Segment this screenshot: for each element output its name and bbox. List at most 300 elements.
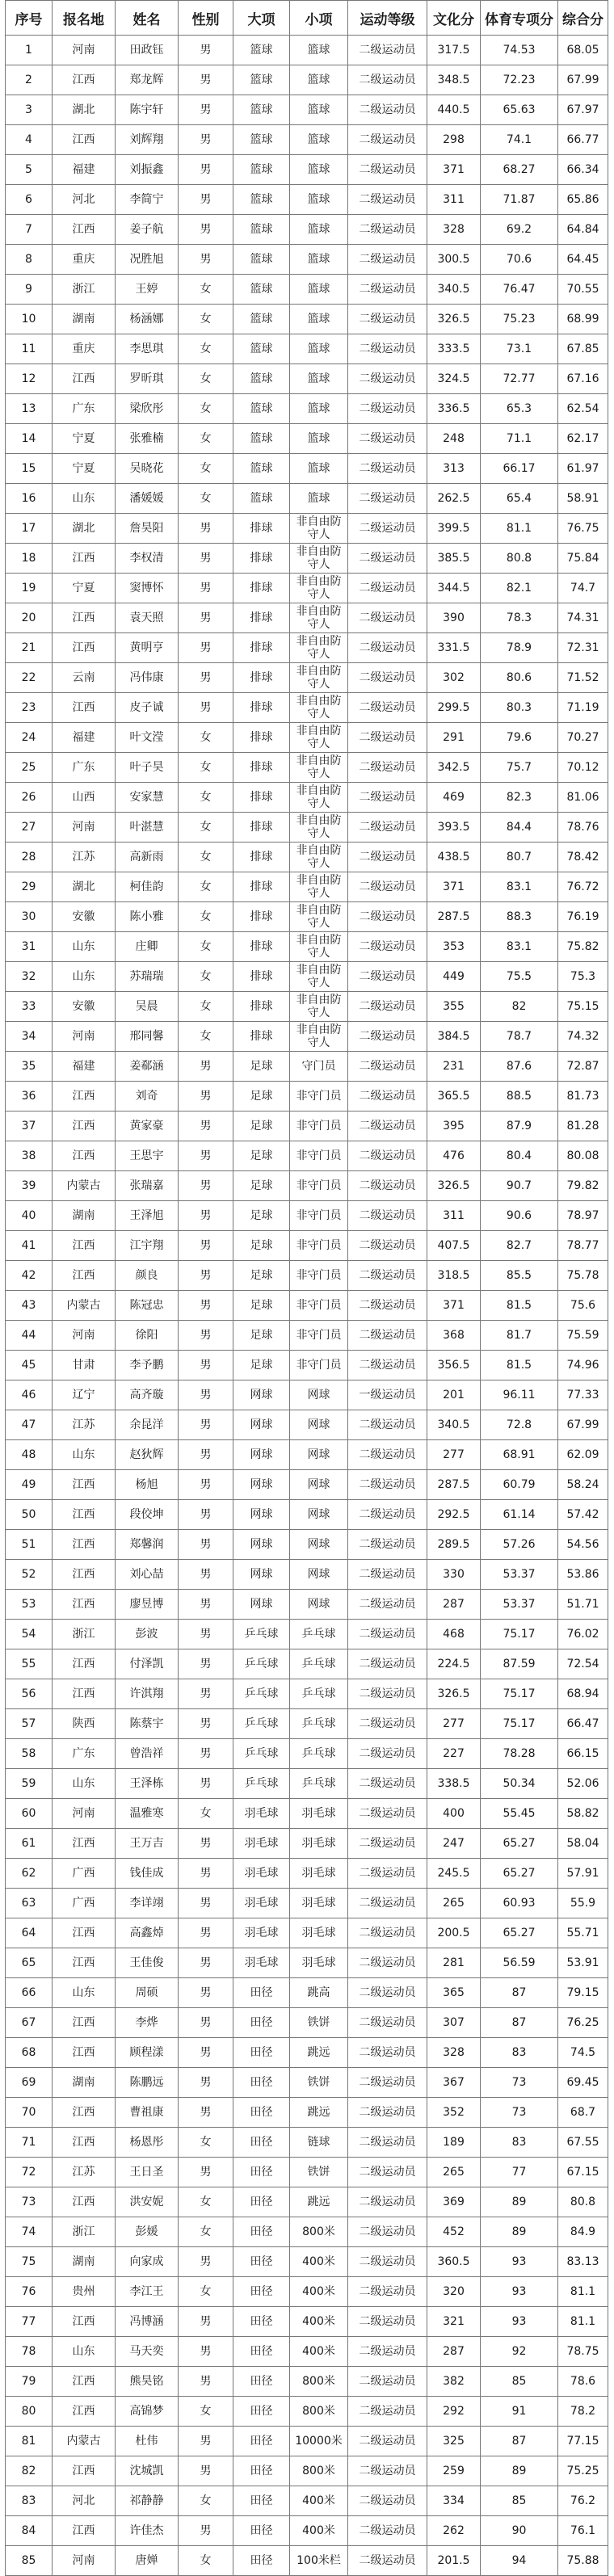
cell-gender: 男 (179, 1769, 233, 1799)
cell-region: 内蒙古 (53, 1171, 116, 1201)
cell-total-score: 70.12 (558, 753, 608, 783)
cell-total-score: 67.16 (558, 364, 608, 394)
cell-sport-score: 85.5 (481, 1261, 558, 1291)
cell-total-score: 68.7 (558, 2098, 608, 2128)
table-row (6, 2187, 608, 2217)
cell-sport-score: 61.14 (481, 1500, 558, 1530)
cell-region: 福建 (53, 1052, 116, 1082)
cell-gender: 男 (179, 1918, 233, 1948)
cell-sport-score: 69.2 (481, 215, 558, 245)
cell-index: 30 (6, 902, 53, 932)
cell-gender: 男 (179, 1978, 233, 2008)
cell-index: 24 (6, 723, 53, 753)
cell-index: 72 (6, 2158, 53, 2187)
cell-category: 篮球 (233, 364, 290, 394)
header-event: 小项 (290, 1, 348, 36)
cell-total-score: 65.86 (558, 185, 608, 215)
cell-name: 叶子昊 (116, 753, 179, 783)
cell-name: 吴晨 (116, 992, 179, 1022)
cell-level: 二级运动员 (348, 2456, 427, 2486)
cell-category: 田径 (233, 2397, 290, 2427)
cell-category: 网球 (233, 1410, 290, 1440)
cell-category: 排球 (233, 753, 290, 783)
cell-name: 高鑫焯 (116, 1918, 179, 1948)
cell-index: 52 (6, 1560, 53, 1590)
cell-index: 38 (6, 1141, 53, 1171)
cell-gender: 男 (179, 1141, 233, 1171)
cell-index: 75 (6, 2247, 53, 2277)
cell-culture-score: 201.5 (427, 2546, 481, 2576)
cell-region: 湖南 (53, 2247, 116, 2277)
cell-index: 83 (6, 2486, 53, 2516)
cell-culture-score: 393.5 (427, 813, 481, 843)
table-row (6, 1410, 608, 1440)
cell-name: 钱佳成 (116, 1859, 179, 1889)
cell-category: 足球 (233, 1321, 290, 1351)
cell-total-score: 76.02 (558, 1620, 608, 1649)
cell-total-score: 72.31 (558, 633, 608, 663)
cell-culture-score: 330 (427, 1560, 481, 1590)
table-row (6, 663, 608, 693)
cell-total-score: 62.54 (558, 394, 608, 424)
cell-sport-score: 92 (481, 2337, 558, 2367)
table-row (6, 753, 608, 783)
cell-gender: 女 (179, 2397, 233, 2427)
cell-gender: 女 (179, 334, 233, 364)
cell-gender: 男 (179, 603, 233, 633)
cell-region: 湖北 (53, 872, 116, 902)
cell-region: 贵州 (53, 2277, 116, 2307)
cell-total-score: 64.84 (558, 215, 608, 245)
cell-total-score: 72.87 (558, 1052, 608, 1082)
cell-total-score: 81.28 (558, 1112, 608, 1141)
table-row (6, 1052, 608, 1082)
cell-culture-score: 262.5 (427, 484, 481, 514)
cell-sport-score: 53.37 (481, 1560, 558, 1590)
cell-region: 江西 (53, 693, 116, 723)
cell-level: 二级运动员 (348, 2486, 427, 2516)
cell-index: 66 (6, 1978, 53, 2008)
cell-total-score: 80.08 (558, 1141, 608, 1171)
cell-gender: 女 (179, 484, 233, 514)
cell-total-score: 74.32 (558, 1022, 608, 1052)
cell-gender: 男 (179, 1859, 233, 1889)
cell-culture-score: 333.5 (427, 334, 481, 364)
cell-level: 二级运动员 (348, 2247, 427, 2277)
cell-region: 陕西 (53, 1709, 116, 1739)
table-row (6, 1620, 608, 1649)
cell-level: 二级运动员 (348, 95, 427, 125)
table-row (6, 1709, 608, 1739)
cell-total-score: 68.99 (558, 305, 608, 334)
cell-gender: 男 (179, 2008, 233, 2038)
cell-index: 14 (6, 424, 53, 454)
cell-total-score: 55.9 (558, 1889, 608, 1918)
table-row (6, 1978, 608, 2008)
table-row (6, 334, 608, 364)
cell-sport-score: 78.3 (481, 603, 558, 633)
cell-category: 网球 (233, 1380, 290, 1410)
cell-culture-score: 468 (427, 1620, 481, 1649)
cell-culture-score: 300.5 (427, 245, 481, 275)
cell-level: 二级运动员 (348, 1052, 427, 1082)
cell-index: 84 (6, 2516, 53, 2546)
cell-name: 王日圣 (116, 2158, 179, 2187)
cell-region: 宁夏 (53, 424, 116, 454)
cell-category: 足球 (233, 1141, 290, 1171)
cell-level: 二级运动员 (348, 1829, 427, 1859)
cell-index: 2 (6, 65, 53, 95)
cell-event: 乒乓球 (290, 1769, 348, 1799)
cell-region: 河北 (53, 2486, 116, 2516)
cell-sport-score: 72.23 (481, 65, 558, 95)
cell-category: 羽毛球 (233, 1829, 290, 1859)
cell-total-score: 84.9 (558, 2217, 608, 2247)
cell-event: 非自由防守人 (290, 783, 348, 813)
table-row (6, 1590, 608, 1620)
cell-region: 江西 (53, 2307, 116, 2337)
cell-sport-score: 76.47 (481, 275, 558, 305)
cell-region: 福建 (53, 155, 116, 185)
cell-level: 二级运动员 (348, 1351, 427, 1380)
cell-gender: 男 (179, 514, 233, 544)
cell-total-score: 74.31 (558, 603, 608, 633)
cell-level: 二级运动员 (348, 1679, 427, 1709)
cell-index: 13 (6, 394, 53, 424)
cell-total-score: 51.71 (558, 1590, 608, 1620)
cell-name: 余昆洋 (116, 1410, 179, 1440)
cell-category: 田径 (233, 1978, 290, 2008)
cell-category: 篮球 (233, 125, 290, 155)
cell-level: 二级运动员 (348, 2546, 427, 2576)
cell-category: 田径 (233, 2277, 290, 2307)
cell-index: 44 (6, 1321, 53, 1351)
cell-category: 田径 (233, 2367, 290, 2397)
cell-gender: 男 (179, 2098, 233, 2128)
cell-gender: 男 (179, 574, 233, 603)
cell-region: 广东 (53, 753, 116, 783)
cell-gender: 男 (179, 155, 233, 185)
cell-category: 足球 (233, 1082, 290, 1112)
cell-name: 潘媛媛 (116, 484, 179, 514)
cell-event: 非自由防守人 (290, 574, 348, 603)
cell-culture-score: 382 (427, 2367, 481, 2397)
cell-region: 云南 (53, 663, 116, 693)
table-row (6, 783, 608, 813)
cell-sport-score: 80.7 (481, 843, 558, 872)
cell-total-score: 67.85 (558, 334, 608, 364)
cell-gender: 女 (179, 932, 233, 962)
cell-gender: 女 (179, 454, 233, 484)
cell-gender: 男 (179, 1709, 233, 1739)
cell-name: 刘奇 (116, 1082, 179, 1112)
cell-region: 河南 (53, 1022, 116, 1052)
cell-index: 71 (6, 2128, 53, 2158)
cell-culture-score: 400 (427, 1799, 481, 1829)
cell-sport-score: 65.3 (481, 394, 558, 424)
cell-event: 乒乓球 (290, 1709, 348, 1739)
cell-level: 一级运动员 (348, 1380, 427, 1410)
cell-name: 刘心喆 (116, 1560, 179, 1590)
cell-name: 田政钰 (116, 36, 179, 65)
cell-total-score: 66.47 (558, 1709, 608, 1739)
table-row (6, 155, 608, 185)
cell-sport-score: 65.27 (481, 1859, 558, 1889)
cell-gender: 男 (179, 245, 233, 275)
cell-sport-score: 93 (481, 2277, 558, 2307)
table-row (6, 65, 608, 95)
cell-gender: 男 (179, 185, 233, 215)
table-row (6, 843, 608, 872)
cell-total-score: 78.2 (558, 2397, 608, 2427)
cell-name: 黄明亨 (116, 633, 179, 663)
cell-name: 吴晓花 (116, 454, 179, 484)
cell-category: 足球 (233, 1052, 290, 1082)
cell-culture-score: 265 (427, 1889, 481, 1918)
cell-sport-score: 57.26 (481, 1530, 558, 1560)
cell-name: 曹祖康 (116, 2098, 179, 2128)
table-row (6, 1321, 608, 1351)
cell-sport-score: 89 (481, 2456, 558, 2486)
cell-gender: 男 (179, 663, 233, 693)
cell-level: 二级运动员 (348, 1799, 427, 1829)
table-row (6, 2158, 608, 2187)
cell-index: 54 (6, 1620, 53, 1649)
cell-total-score: 68.05 (558, 36, 608, 65)
cell-sport-score: 81.1 (481, 514, 558, 544)
cell-total-score: 67.99 (558, 65, 608, 95)
cell-gender: 男 (179, 1530, 233, 1560)
cell-sport-score: 82.7 (481, 1231, 558, 1261)
cell-sport-score: 70.6 (481, 245, 558, 275)
table-row (6, 215, 608, 245)
table-row (6, 1918, 608, 1948)
cell-sport-score: 89 (481, 2187, 558, 2217)
cell-total-score: 75.15 (558, 992, 608, 1022)
cell-level: 二级运动员 (348, 1470, 427, 1500)
table-row (6, 2008, 608, 2038)
cell-category: 排球 (233, 633, 290, 663)
table-row (6, 2038, 608, 2068)
cell-culture-score: 371 (427, 1291, 481, 1321)
cell-event: 篮球 (290, 65, 348, 95)
cell-gender: 男 (179, 1380, 233, 1410)
cell-index: 18 (6, 544, 53, 574)
cell-culture-score: 320 (427, 2277, 481, 2307)
cell-level: 二级运动员 (348, 1978, 427, 2008)
cell-category: 田径 (233, 2038, 290, 2068)
cell-culture-score: 340.5 (427, 1410, 481, 1440)
cell-sport-score: 50.34 (481, 1769, 558, 1799)
cell-region: 江西 (53, 2187, 116, 2217)
cell-level: 二级运动员 (348, 1500, 427, 1530)
cell-name: 庄卿 (116, 932, 179, 962)
table-row (6, 1560, 608, 1590)
cell-culture-score: 321 (427, 2307, 481, 2337)
cell-total-score: 80.8 (558, 2187, 608, 2217)
cell-sport-score: 55.45 (481, 1799, 558, 1829)
cell-region: 山东 (53, 2337, 116, 2367)
header-category: 大项 (233, 1, 290, 36)
cell-gender: 男 (179, 1321, 233, 1351)
cell-region: 湖南 (53, 305, 116, 334)
cell-index: 58 (6, 1739, 53, 1769)
cell-event: 乒乓球 (290, 1649, 348, 1679)
cell-culture-score: 289.5 (427, 1530, 481, 1560)
table-row (6, 2427, 608, 2456)
cell-culture-score: 334 (427, 2486, 481, 2516)
cell-event: 非自由防守人 (290, 872, 348, 902)
cell-gender: 男 (179, 2158, 233, 2187)
cell-category: 篮球 (233, 275, 290, 305)
cell-region: 山东 (53, 962, 116, 992)
cell-event: 100米栏 (290, 2546, 348, 2576)
cell-category: 羽毛球 (233, 1918, 290, 1948)
cell-culture-score: 328 (427, 215, 481, 245)
cell-index: 41 (6, 1231, 53, 1261)
table-row (6, 2367, 608, 2397)
cell-name: 颜良 (116, 1261, 179, 1291)
cell-total-score: 78.76 (558, 813, 608, 843)
cell-gender: 男 (179, 2038, 233, 2068)
cell-region: 江西 (53, 1560, 116, 1590)
cell-event: 非自由防守人 (290, 723, 348, 753)
cell-region: 河南 (53, 813, 116, 843)
cell-index: 64 (6, 1918, 53, 1948)
cell-event: 800米 (290, 2397, 348, 2427)
cell-sport-score: 74.1 (481, 125, 558, 155)
table-row (6, 1171, 608, 1201)
cell-level: 二级运动员 (348, 2516, 427, 2546)
cell-gender: 女 (179, 2486, 233, 2516)
cell-sport-score: 87 (481, 1978, 558, 2008)
cell-culture-score: 469 (427, 783, 481, 813)
cell-culture-score: 200.5 (427, 1918, 481, 1948)
cell-sport-score: 90.6 (481, 1201, 558, 1231)
cell-event: 篮球 (290, 36, 348, 65)
cell-level: 二级运动员 (348, 2187, 427, 2217)
table-row (6, 633, 608, 663)
cell-total-score: 72.54 (558, 1649, 608, 1679)
table-row (6, 1889, 608, 1918)
cell-level: 二级运动员 (348, 2128, 427, 2158)
cell-culture-score: 259 (427, 2456, 481, 2486)
cell-gender: 男 (179, 95, 233, 125)
cell-sport-score: 78.9 (481, 633, 558, 663)
cell-culture-score: 277 (427, 1440, 481, 1470)
cell-name: 杜伟 (116, 2427, 179, 2456)
cell-index: 74 (6, 2217, 53, 2247)
cell-gender: 女 (179, 275, 233, 305)
cell-sport-score: 94 (481, 2546, 558, 2576)
cell-event: 400米 (290, 2516, 348, 2546)
cell-region: 湖南 (53, 1201, 116, 1231)
cell-level: 二级运动员 (348, 544, 427, 574)
cell-name: 叶湛慧 (116, 813, 179, 843)
cell-category: 排球 (233, 992, 290, 1022)
cell-name: 顾程漾 (116, 2038, 179, 2068)
cell-gender: 女 (179, 394, 233, 424)
table-row (6, 1201, 608, 1231)
cell-level: 二级运动员 (348, 1709, 427, 1739)
cell-gender: 男 (179, 2367, 233, 2397)
cell-region: 江苏 (53, 843, 116, 872)
cell-category: 田径 (233, 2008, 290, 2038)
cell-event: 非自由防守人 (290, 902, 348, 932)
cell-event: 守门员 (290, 1052, 348, 1082)
cell-name: 安家慧 (116, 783, 179, 813)
cell-index: 48 (6, 1440, 53, 1470)
cell-culture-score: 342.5 (427, 753, 481, 783)
table-row (6, 2098, 608, 2128)
cell-index: 27 (6, 813, 53, 843)
cell-name: 陈鹏远 (116, 2068, 179, 2098)
cell-total-score: 53.86 (558, 1560, 608, 1590)
cell-sport-score: 78.28 (481, 1739, 558, 1769)
cell-index: 43 (6, 1291, 53, 1321)
cell-event: 网球 (290, 1590, 348, 1620)
cell-sport-score: 83 (481, 2038, 558, 2068)
table-row (6, 1470, 608, 1500)
cell-total-score: 78.77 (558, 1231, 608, 1261)
cell-gender: 男 (179, 1560, 233, 1590)
cell-index: 46 (6, 1380, 53, 1410)
cell-event: 篮球 (290, 155, 348, 185)
cell-name: 王万吉 (116, 1829, 179, 1859)
cell-index: 7 (6, 215, 53, 245)
cell-region: 湖北 (53, 95, 116, 125)
cell-sport-score: 80.8 (481, 544, 558, 574)
cell-name: 熊昊铭 (116, 2367, 179, 2397)
cell-level: 二级运动员 (348, 2217, 427, 2247)
cell-gender: 男 (179, 2516, 233, 2546)
cell-event: 非守门员 (290, 1291, 348, 1321)
cell-event: 网球 (290, 1380, 348, 1410)
cell-total-score: 64.45 (558, 245, 608, 275)
cell-sport-score: 72.8 (481, 1410, 558, 1440)
cell-gender: 男 (179, 125, 233, 155)
cell-level: 二级运动员 (348, 753, 427, 783)
cell-event: 非守门员 (290, 1171, 348, 1201)
cell-category: 田径 (233, 2456, 290, 2486)
cell-category: 排球 (233, 693, 290, 723)
cell-index: 55 (6, 1649, 53, 1679)
table-row (6, 1141, 608, 1171)
cell-index: 15 (6, 454, 53, 484)
cell-gender: 男 (179, 1351, 233, 1380)
cell-level: 二级运动员 (348, 813, 427, 843)
cell-culture-score: 356.5 (427, 1351, 481, 1380)
table-row (6, 2277, 608, 2307)
cell-name: 付泽凯 (116, 1649, 179, 1679)
cell-level: 二级运动员 (348, 1171, 427, 1201)
cell-culture-score: 371 (427, 155, 481, 185)
cell-sport-score: 87.9 (481, 1112, 558, 1141)
cell-category: 田径 (233, 2217, 290, 2247)
cell-index: 19 (6, 574, 53, 603)
cell-gender: 女 (179, 872, 233, 902)
cell-culture-score: 438.5 (427, 843, 481, 872)
cell-region: 安徽 (53, 992, 116, 1022)
cell-event: 网球 (290, 1440, 348, 1470)
cell-sport-score: 60.79 (481, 1470, 558, 1500)
cell-region: 甘肃 (53, 1351, 116, 1380)
cell-culture-score: 476 (427, 1141, 481, 1171)
cell-category: 足球 (233, 1231, 290, 1261)
cell-culture-score: 331.5 (427, 633, 481, 663)
cell-category: 羽毛球 (233, 1859, 290, 1889)
cell-category: 网球 (233, 1560, 290, 1590)
